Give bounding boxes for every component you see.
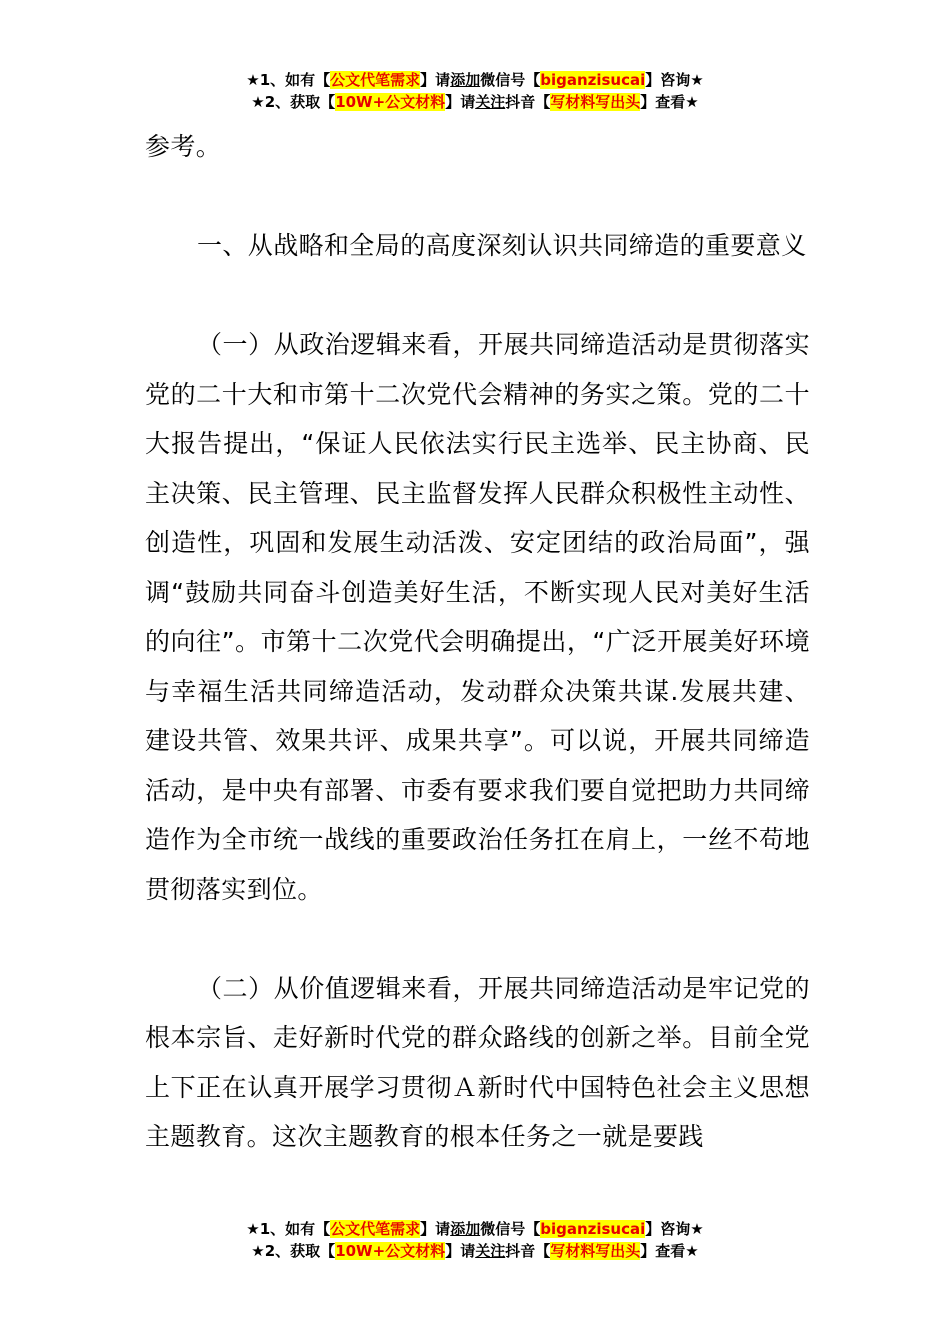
header-banner xyxy=(0,69,950,113)
banner-wechat-id: biganzisucai xyxy=(540,1220,646,1238)
banner-text: 】咨询★ xyxy=(645,1220,704,1238)
banner-underlined: 添加 xyxy=(450,71,481,89)
banner-text: 】请 xyxy=(445,1242,476,1260)
banner-wechat-id: biganzisucai xyxy=(540,71,646,89)
banner-underlined: 添加 xyxy=(450,1220,481,1238)
banner-douyin-id: 写材料写出头 xyxy=(550,93,641,111)
banner-text: ★1、如有【 xyxy=(246,1220,331,1238)
banner-highlight: 公文代笔需求 xyxy=(330,71,421,89)
banner-line-2 xyxy=(0,91,950,113)
paragraph-1: （一）从政治逻辑来看，开展共同缔造活动是贯彻落实党的二十大和市第十二次党代会精神的务实之策。党的二十大报告提出，“保证人民依法实行民主选举、民主协商、民主决策、民主管理、民主监督发挥人民群众积极性主动性、创造性，巩固和发展生动活泼、安定团结的政治局面”，强调“鼓励共同奋斗创造美好生活，不断实现人民对美好生活的向往”。市第十二次党代会明确提出，“广泛开展美好环境与幸福生活共同缔造活动，发动群众决策共谋.发展共建、建设共管、效果共评、成果共享”。可以说，开展共同缔造活动，是中央有部署、市委有要求我们要自觉把助力共同缔造作为全市统一战线的重要政治任务扛在肩上，一丝不苟地贯彻落实到位。 xyxy=(145,330,810,904)
banner-text: 抖音【 xyxy=(505,93,551,111)
banner-line-2 xyxy=(0,1240,950,1262)
banner-highlight: 10W+公文材料 xyxy=(335,1242,446,1260)
banner-text: 微信号【 xyxy=(480,71,541,89)
banner-line-1 xyxy=(0,69,950,91)
banner-text: ★2、获取【 xyxy=(251,1242,336,1260)
banner-text: 】查看★ xyxy=(640,1242,699,1260)
banner-text: ★2、获取【 xyxy=(251,93,336,111)
banner-text: 抖音【 xyxy=(505,1242,551,1260)
banner-douyin-id: 写材料写出头 xyxy=(550,1242,641,1260)
banner-underlined: 关注 xyxy=(475,1242,506,1260)
footer-banner xyxy=(0,1218,950,1262)
banner-line-1 xyxy=(0,1218,950,1240)
banner-text: 】请 xyxy=(420,1220,451,1238)
banner-text: ★1、如有【 xyxy=(246,71,331,89)
section-heading: 一、从战略和全局的高度深刻认识共同缔造的重要意义 xyxy=(197,231,807,260)
banner-highlight: 公文代笔需求 xyxy=(330,1220,421,1238)
banner-text: 】请 xyxy=(420,71,451,89)
intro-text: 参考。 xyxy=(145,132,222,161)
banner-underlined: 关注 xyxy=(475,93,506,111)
paragraph-2: （二）从价值逻辑来看，开展共同缔造活动是牢记党的根本宗旨、走好新时代党的群众路线的创新之举。目前全党上下正在认真开展学习贯彻Ａ新时代中国特色社会主义思想主题教育。这次主题教育的根本任务之一就是要践 xyxy=(145,973,810,1151)
banner-text: 微信号【 xyxy=(480,1220,541,1238)
banner-text: 】请 xyxy=(445,93,476,111)
document-body xyxy=(145,122,810,1162)
banner-text: 】咨询★ xyxy=(645,71,704,89)
banner-highlight: 10W+公文材料 xyxy=(335,93,446,111)
banner-text: 】查看★ xyxy=(640,93,699,111)
